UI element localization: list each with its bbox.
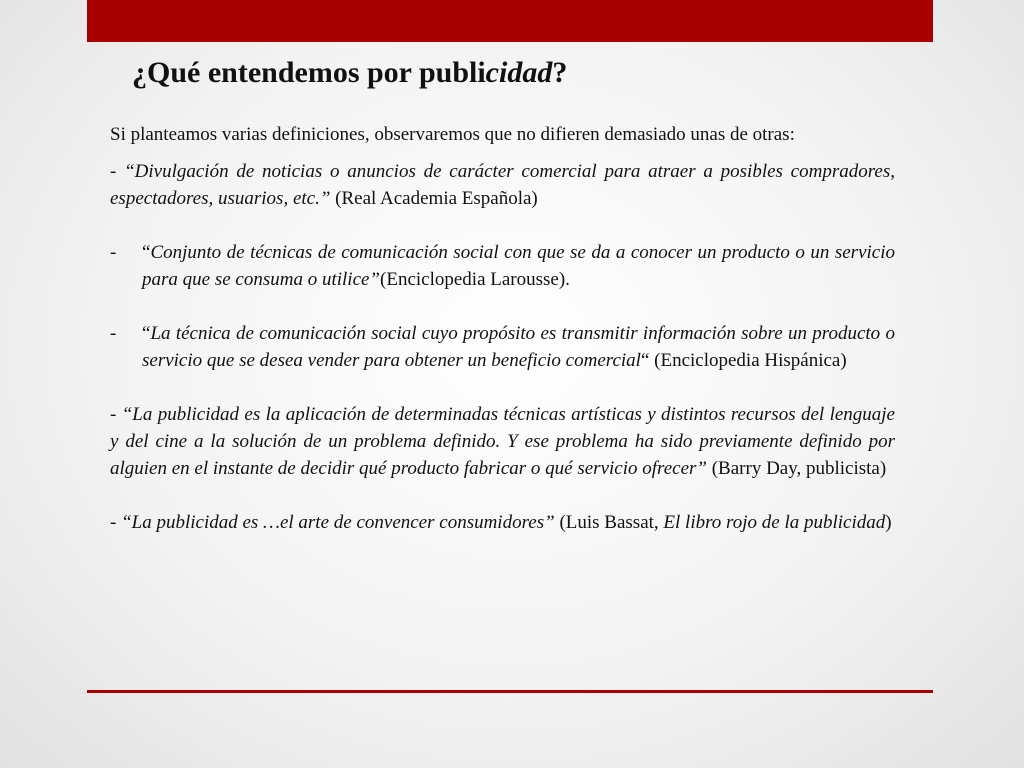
- bottom-accent-rule: [87, 690, 933, 693]
- definition-larousse: - “Conjunto de técnicas de comunicación social con que se da a conocer un producto o un servicio para que se consuma o utilice”(Enciclopedia Larousse).: [110, 242, 895, 290]
- definition-bassat: - “La publicidad es …el arte de convencer consumidores” (Luis Bassat, El libro rojo de la publicidad): [110, 512, 892, 533]
- definition-hispanica: - “La técnica de comunicación social cuyo propósito es transmitir información sobre un producto o servicio que se desea vender para obtener un beneficio comercial“ (Enciclopedia Hispánica): [110, 323, 895, 371]
- definition-barry-day: - “La publicidad es la aplicación de determinadas técnicas artísticas y distintos recursos del lenguaje y del cine a la solución de un problema definido. Y ese problema ha sido previamente definido por alguien en el instante de decidir qué producto fabricar o qué servicio ofrecer” (Barry Day, publicista): [110, 404, 895, 479]
- slide-title: ¿Qué entendemos por publicidad?: [132, 56, 568, 89]
- definition-rae: - “Divulgación de noticias o anuncios de carácter comercial para atraer a posibles compradores, espectadores, usuarios, etc.” (Real Academia Española): [110, 161, 895, 209]
- top-accent-bar: [87, 0, 933, 42]
- intro-paragraph: Si planteamos varias definiciones, observaremos que no difieren demasiado unas de otras:: [110, 124, 795, 145]
- slide-body: [110, 121, 895, 536]
